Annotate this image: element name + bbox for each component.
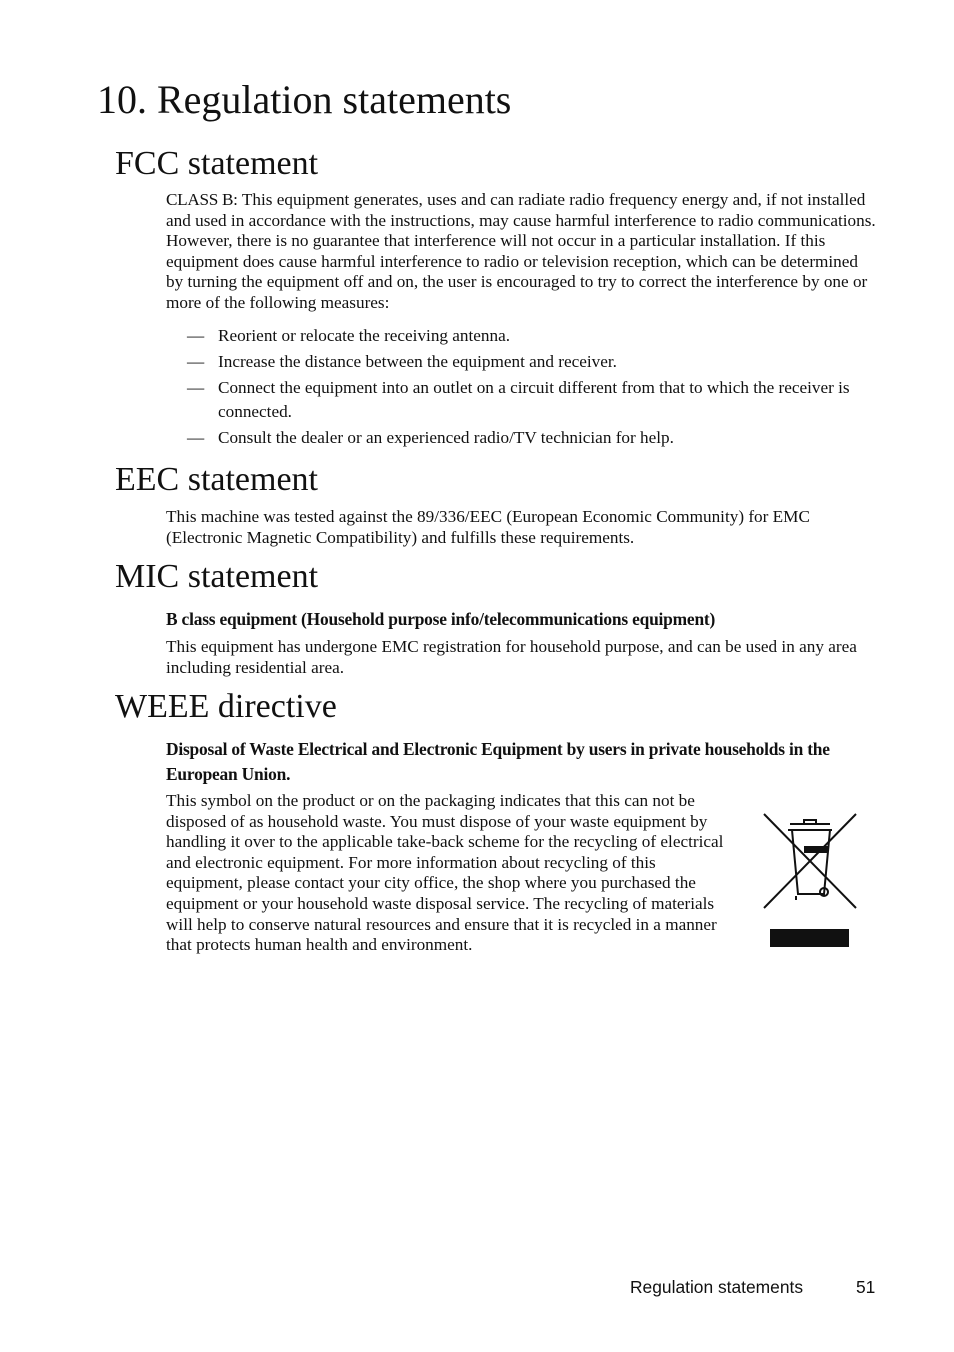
- page-title: 10. Regulation statements: [97, 77, 512, 122]
- mic-heading: MIC statement: [115, 558, 319, 595]
- weee-heading: WEEE directive: [115, 688, 337, 725]
- eec-paragraph: This machine was tested against the 89/336/EEC (European Economic Community) for EMC (Electronic Magnetic Compatibility) and fulfills these requirements.: [166, 507, 810, 547]
- dash-bullet: —: [187, 352, 205, 371]
- list-item-text: Consult the dealer or an experienced radio/TV technician for help.: [218, 428, 674, 447]
- list-item-text: Increase the distance between the equipment and receiver.: [218, 352, 617, 371]
- eec-heading: EEC statement: [115, 461, 319, 498]
- fcc-measures-list: [166, 324, 876, 452]
- mic-subheading: B class equipment (Household purpose info/telecommunications equipment): [166, 609, 716, 629]
- dash-bullet: —: [187, 378, 205, 397]
- list-item: [166, 426, 876, 450]
- crossed-out-wheelie-bin-icon: [760, 810, 860, 950]
- mic-paragraph: This equipment has undergone EMC registration for household purpose, and can be used in any area including residential area.: [166, 637, 857, 677]
- list-item: [166, 350, 876, 374]
- list-item-text: Reorient or relocate the receiving antenna.: [218, 326, 511, 345]
- fcc-paragraph: [166, 190, 876, 314]
- list-item: [166, 324, 876, 348]
- fcc-heading: FCC statement: [115, 145, 319, 182]
- dash-bullet: —: [187, 326, 205, 345]
- list-item: [166, 376, 876, 424]
- footer-section-label: Regulation statements: [630, 1277, 804, 1297]
- list-item-text: Connect the equipment into an outlet on a circuit different from that to which the receiver is connected.: [218, 378, 850, 421]
- fcc-paragraph-text: : This equipment generates, uses and can radiate radio frequency energy and, if not installed and used in accordance with the instructions, may cause harmful interference to radio communications. However, there is no guarantee that interference will not occur in a particular installation. If this equipment does cause harmful interference to radio or television reception, which can be determined by turning the equipment off and on, the user is encouraged to try to correct the interference by one or more of the following measures:: [166, 190, 876, 312]
- dash-bullet: —: [187, 428, 205, 447]
- weee-subheading: Disposal of Waste Electrical and Electronic Equipment by users in private households in the European Union.: [166, 739, 830, 784]
- fcc-class-label: CLASS B: [166, 190, 234, 209]
- page-number: 51: [856, 1277, 876, 1297]
- weee-paragraph: This symbol on the product or on the packaging indicates that this can not be disposed of as household waste. You must dispose of your waste equipment by handling it over to the applicable take-back scheme for the recycling of electrical and electronic equipment. For more information about recycling of this equipment, please contact your city office, the shop where you purchased the equipment or your household waste disposal service. The recycling of materials will help to conserve natural resources and ensure that it is recycled in a manner that protects human health and environment.: [166, 791, 724, 955]
